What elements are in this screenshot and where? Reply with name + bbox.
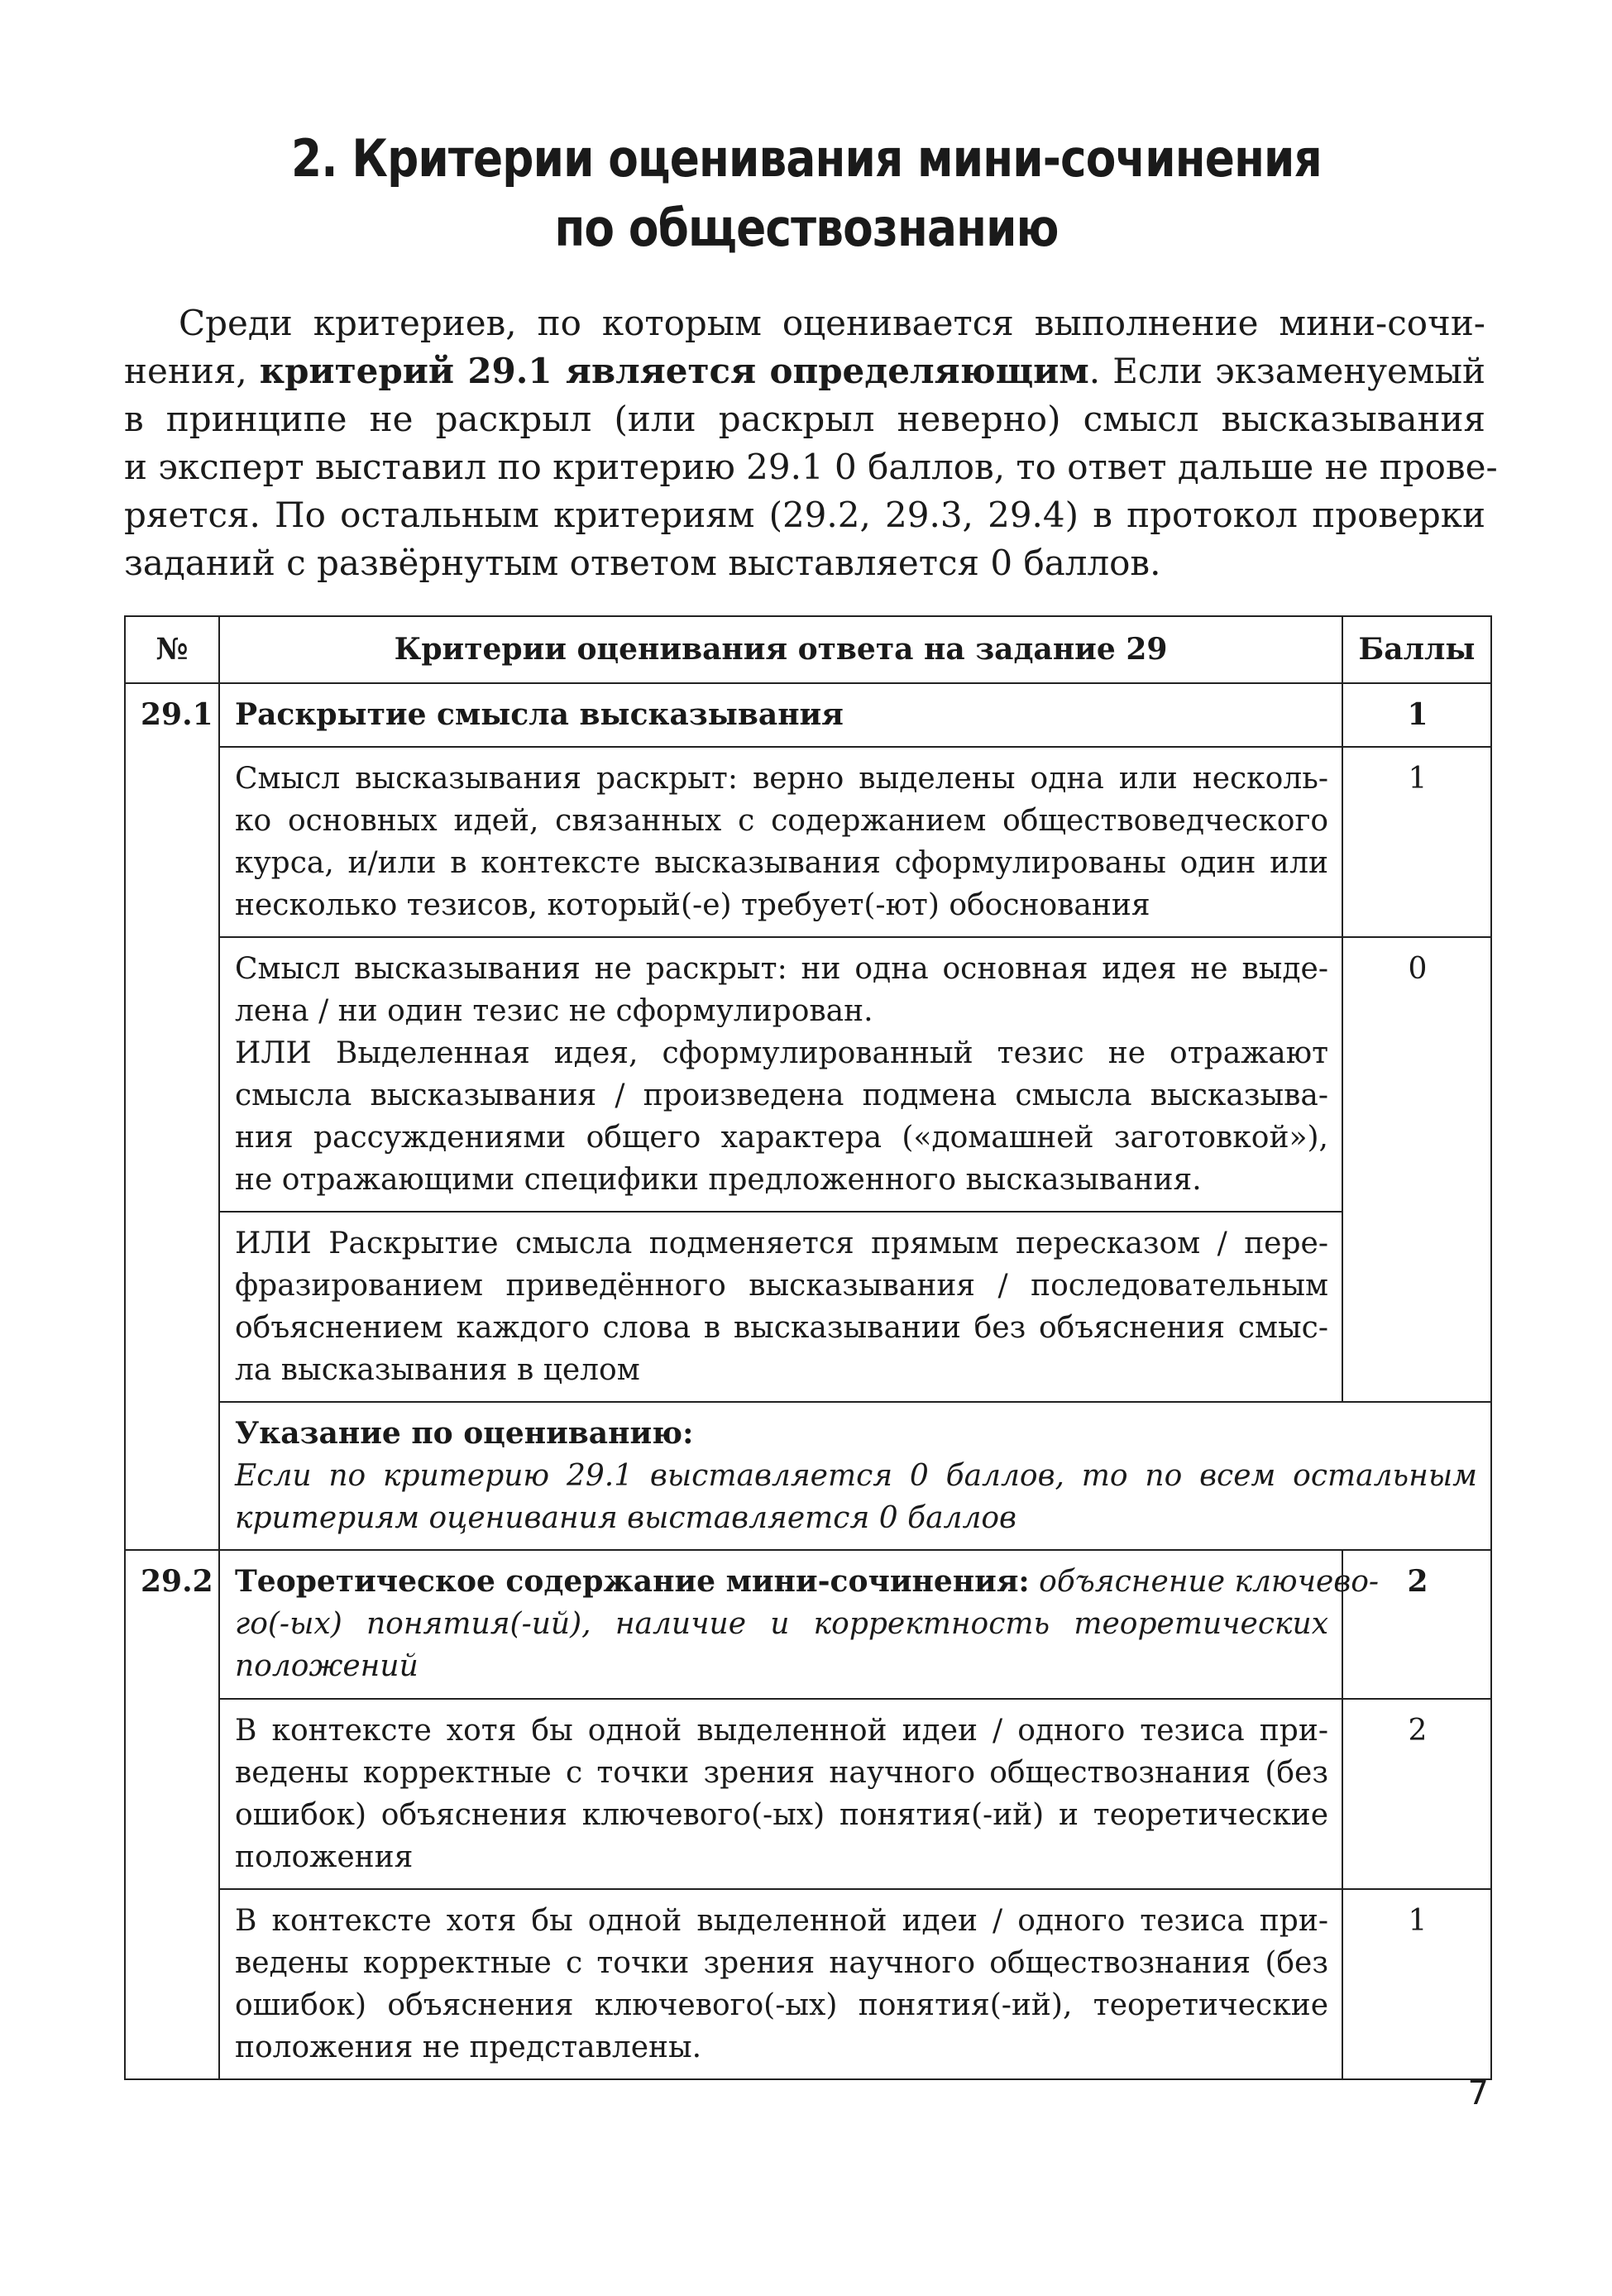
intro-line: Среди критериев, по которым оценивается выполнение мини-сочи- [179, 303, 1485, 343]
criteria-table [124, 615, 1492, 2080]
criterion-title: Теоретическое содержание мини-сочинения: объяснение ключево- го(-ых) понятия(-ий), наличие и корректность теоретических положений [219, 1550, 1342, 1699]
page-title [220, 124, 1394, 263]
note-title: Указание по оцениванию: [235, 1416, 694, 1451]
page-number: 7 [1467, 2074, 1489, 2112]
title-line-1: 2. Критерии оценивания мини-сочинения [291, 128, 1322, 189]
intro-line: и эксперт выставил по критерию 29.1 0 баллов, то ответ дальше не прове- [124, 447, 1498, 487]
table-row [125, 1212, 1491, 1402]
table-row [125, 1550, 1491, 1699]
intro-line: ряется. По остальным критериям (29.2, 29.3, 29.4) в протокол проверки [124, 495, 1485, 535]
criterion-points: 1 [1342, 1889, 1491, 2079]
table-row [125, 1402, 1491, 1550]
intro-line: в принципе не раскрыл (или раскрыл неверно) смысл высказывания [124, 399, 1485, 439]
table-row [125, 747, 1491, 937]
table-header-row [125, 616, 1491, 683]
criterion-points: 0 [1342, 937, 1491, 1402]
header-number: № [125, 616, 219, 683]
criterion-max-points: 1 [1342, 683, 1491, 747]
criterion-description: В контексте хотя бы одной выделенной идеи / одного тезиса при- ведены корректные с точки зрения научного обществознания (без ошибок) объяснения ключевого(-ых) понятия(-ий) и теоретические положения [219, 1699, 1342, 1889]
criterion-points: 1 [1342, 747, 1491, 937]
header-points: Баллы [1342, 616, 1491, 683]
table-row [125, 1699, 1491, 1889]
criterion-description: Смысл высказывания не раскрыт: ни одна основная идея не выде- лена / ни один тезис не сформулирован. ИЛИ Выделенная идея, сформулированный тезис не отражают смысла высказывания / произведена подмена смысла высказыва- ния рассуждениями общего характера («домашней заготовкой»), не отражающими специфики предложенного высказывания. [219, 937, 1342, 1212]
assessment-note: Указание по оцениванию: Если по критерию 29.1 выставляется 0 баллов, то по всем остальным критериям оценивания выставляется 0 баллов [219, 1402, 1491, 1550]
header-criteria: Критерии оценивания ответа на задание 29 [219, 616, 1342, 683]
criterion-number: 29.2 [125, 1550, 219, 2079]
table-row [125, 937, 1491, 1212]
criterion-number: 29.1 [125, 683, 219, 1550]
table-row [125, 683, 1491, 747]
title-line-2: по обществознанию [554, 198, 1059, 258]
criterion-description: Смысл высказывания раскрыт: верно выделены одна или несколь- ко основных идей, связанных с содержанием обществоведческого курса, и/или в контексте высказывания сформулированы один или несколько тезисов, который(-е) требует(-ют) обоснования [219, 747, 1342, 937]
intro-emphasis: критерий 29.1 является определяющим [259, 351, 1089, 391]
criterion-max-points: 2 [1342, 1550, 1491, 1699]
intro-line: нения, критерий 29.1 является определяющим. Если экзаменуемый [124, 351, 1485, 391]
criterion-description: В контексте хотя бы одной выделенной идеи / одного тезиса при- ведены корректные с точки зрения научного обществознания (без ошибок) объяснения ключевого(-ых) понятия(-ий), теоретические положения не представлены. [219, 1889, 1342, 2079]
intro-paragraph [124, 299, 1498, 587]
intro-line: заданий с развёрнутым ответом выставляется 0 баллов. [124, 543, 1161, 583]
criterion-title: Раскрытие смысла высказывания [219, 683, 1342, 747]
table-row [125, 1889, 1491, 2079]
criterion-points: 2 [1342, 1699, 1491, 1889]
criterion-description: ИЛИ Раскрытие смысла подменяется прямым пересказом / пере- фразированием приведённого высказывания / последовательным объяснением каждого слова в высказывании без объяснения смыс- ла высказывания в целом [219, 1212, 1342, 1402]
